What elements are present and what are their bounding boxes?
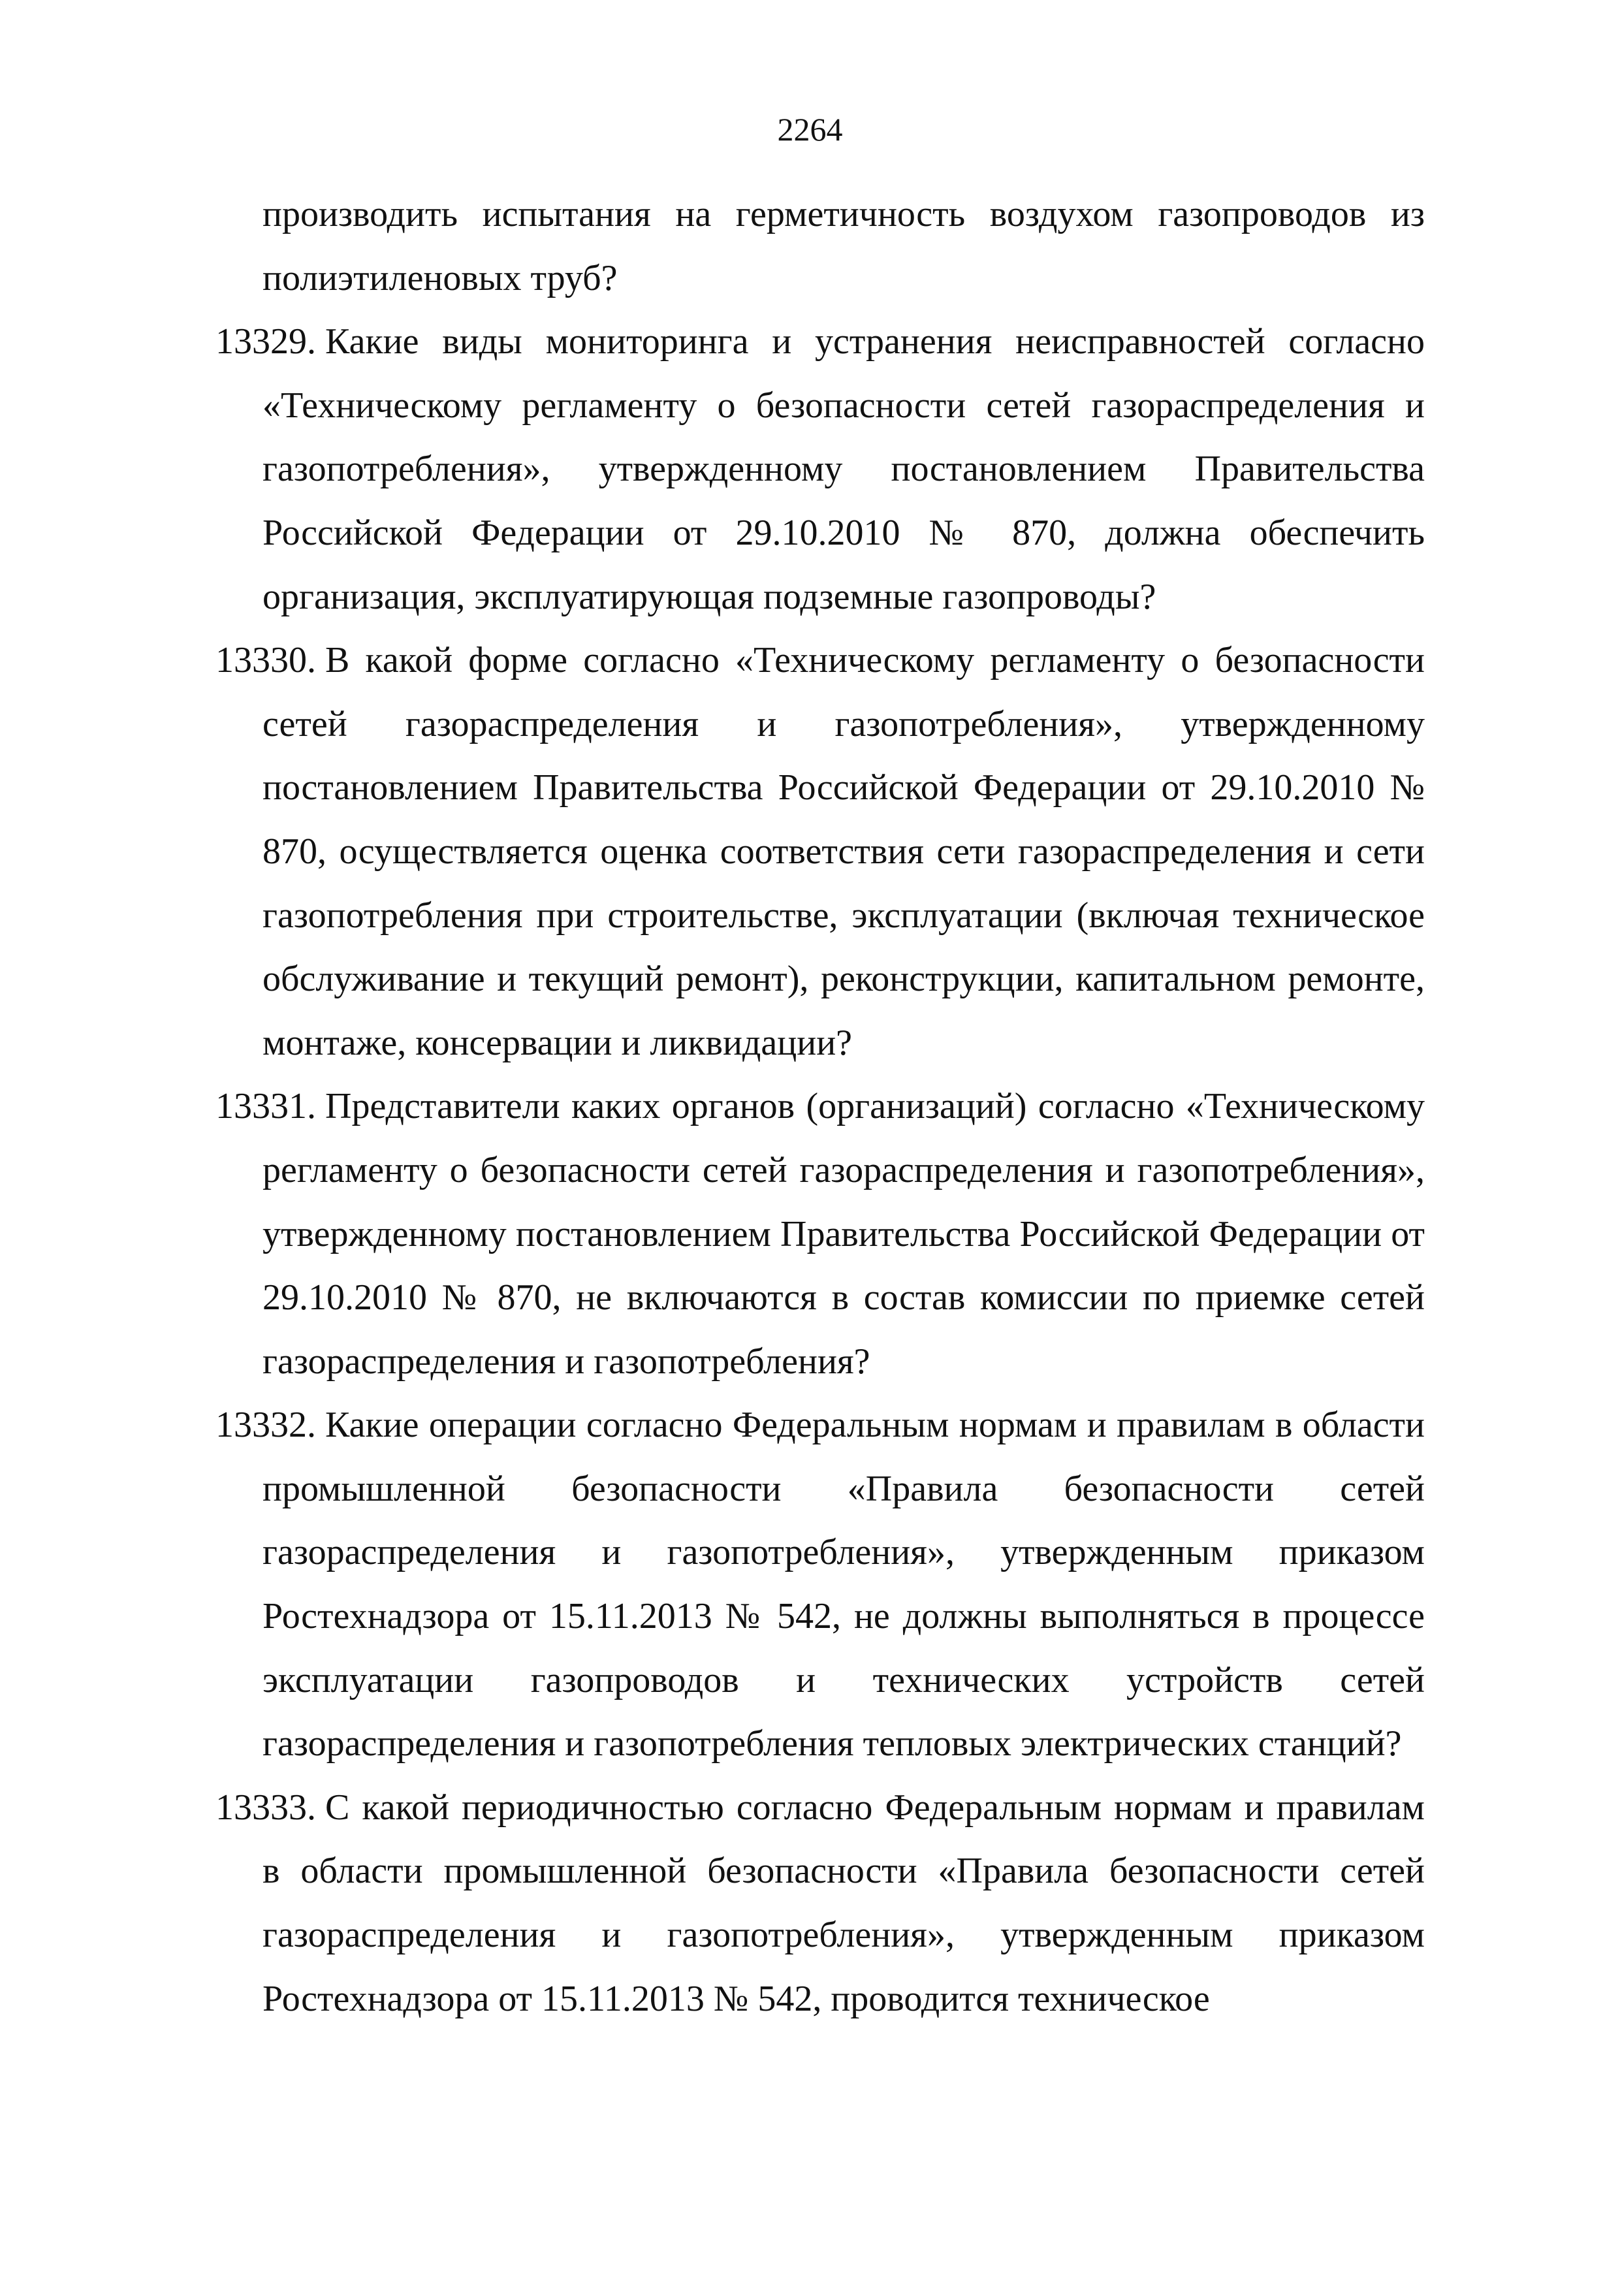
- question-number: 13332.: [215, 1405, 316, 1446]
- question-text: Какие виды мониторинга и устранения неисправностей согласно «Техническому регламенту о безопасности сетей газораспределения и газопотребления», утвержденному постановлением Правительства Российской Федерации от 29.10.2010 № 870, должна обеспечить организация, эксплуатирующая подземные газопроводы?: [262, 321, 1425, 617]
- question-text: Представители каких органов (организаций) согласно «Техническому регламенту о безопасности сетей газораспределения и газопотребления», утвержденному постановлением Правительства Российской Федерации от 29.10.2010 № 870, не включаются в состав комиссии по приемке сетей газораспределения и газопотребления?: [262, 1086, 1425, 1382]
- page-number: 2264: [777, 111, 843, 148]
- question-text: С какой периодичностью согласно Федеральным нормам и правилам в области промышленной безопасности «Правила безопасности сетей газораспределения и газопотребления», утвержденным приказом Ростехнадзора от 15.11.2013 № 542, проводится техническое: [262, 1787, 1425, 2019]
- question-item-13329: [215, 310, 1425, 629]
- question-item-13332: [215, 1394, 1425, 1776]
- continuation-paragraph: производить испытания на герметичность воздухом газопроводов из полиэтиленовых труб?: [262, 194, 1425, 298]
- question-number: 13329.: [215, 321, 316, 362]
- question-number: 13331.: [215, 1086, 316, 1127]
- document-body: [215, 183, 1425, 2031]
- question-number: 13333.: [215, 1787, 316, 1828]
- question-text: В какой форме согласно «Техническому регламенту о безопасности сетей газораспределения и газопотребления», утвержденному постановлением Правительства Российской Федерации от 29.10.2010 № 870, осуществляется оценка соответствия сети газораспределения и сети газопотребления при строительстве, эксплуатации (включая техническое обслуживание и текущий ремонт), реконструкции, капитальном ремонте, монтаже, консервации и ликвидации?: [262, 640, 1425, 1063]
- question-item-13330: [215, 629, 1425, 1075]
- question-item-13333: [215, 1776, 1425, 2031]
- question-text: Какие операции согласно Федеральным нормам и правилам в области промышленной безопасности «Правила безопасности сетей газораспределения и газопотребления», утвержденным приказом Ростехнадзора от 15.11.2013 № 542, не должны выполняться в процессе эксплуатации газопроводов и технических устройств сетей газораспределения и газопотребления тепловых электрических станций?: [262, 1405, 1425, 1764]
- question-item-13331: [215, 1075, 1425, 1394]
- question-number: 13330.: [215, 640, 316, 681]
